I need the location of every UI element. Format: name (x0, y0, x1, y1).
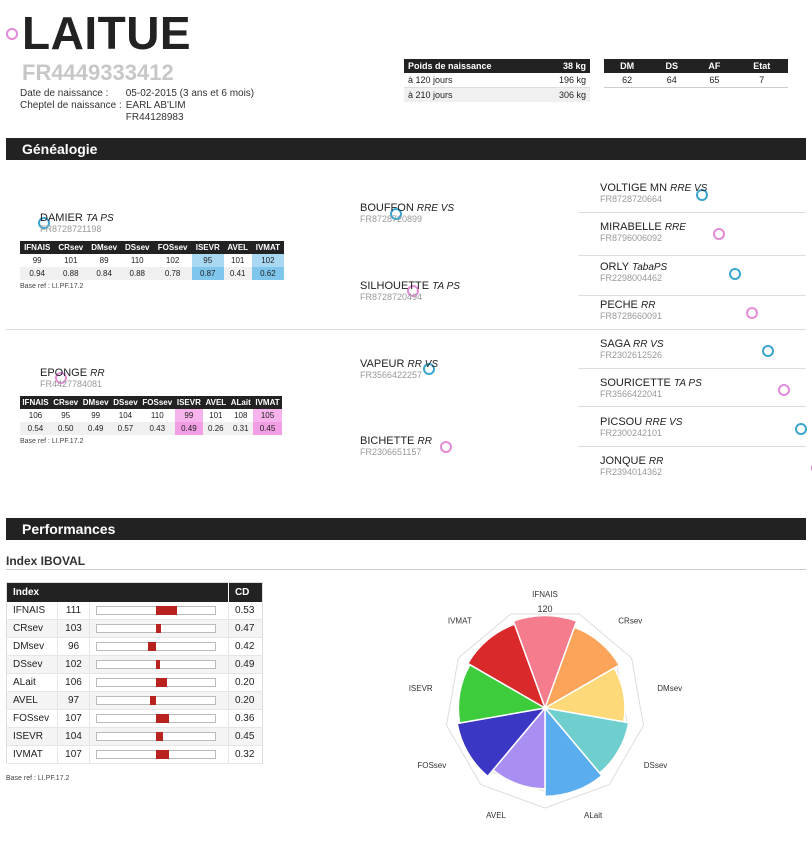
col-header: IFNAIS (20, 241, 54, 254)
grandparent-id: FR2306651157 (360, 447, 422, 457)
score-header-dm: DM (604, 59, 650, 73)
iboval-polar-chart (400, 590, 690, 830)
index-name: CRsev (7, 620, 58, 638)
col-header: ALait (228, 396, 253, 409)
genealogy-header: Généalogie (6, 138, 806, 160)
birth-info (20, 88, 258, 124)
great-grandparent-name: JONQUE (600, 455, 646, 467)
grandparent-tag: TA PS (432, 281, 460, 292)
index-value: 107 (58, 746, 89, 764)
grandparent-id: FR8728720899 (360, 214, 423, 224)
great-grandparent-card[interactable] (600, 338, 664, 360)
cell: 0.62 (252, 267, 284, 280)
cell: 0.84 (87, 267, 121, 280)
divider (578, 446, 806, 447)
scale-max-label: 120 (537, 604, 553, 614)
great-grandparent-card[interactable] (600, 261, 667, 283)
category-label: ALait (583, 811, 603, 821)
weights-header-label: Poids de naissance (404, 59, 539, 73)
grandparent-id: FR8728720494 (360, 292, 423, 302)
table-row (7, 602, 263, 620)
category-label: ISEVR (408, 684, 433, 694)
index-bar-track (96, 642, 216, 651)
cell: 106 (28, 411, 43, 420)
dam-tag: RR (90, 368, 105, 379)
grandparent-name: VAPEUR (360, 358, 405, 370)
cell: 99 (32, 256, 42, 265)
dam-index-table (20, 396, 282, 435)
index-bar-track (96, 696, 216, 705)
index-bar-cell (89, 728, 228, 746)
grandparent-tag: RR (417, 436, 432, 447)
cell: 0.26 (203, 422, 228, 435)
subtitle-divider (6, 569, 806, 570)
animal-id: FR4449333412 (22, 60, 174, 85)
score-af: 65 (709, 75, 720, 85)
index-bar-track (96, 732, 216, 741)
index-name: AVEL (7, 692, 58, 710)
score-header-ds: DS (650, 59, 693, 73)
scores-table (604, 59, 788, 88)
cell: 102 (165, 256, 180, 265)
female-icon (6, 28, 18, 40)
cell: 0.49 (80, 422, 110, 435)
cell: 0.94 (20, 267, 54, 280)
index-bar-track (96, 660, 216, 669)
weights-table (404, 59, 590, 102)
weights-header-value: 38 kg (539, 59, 590, 73)
great-grandparent-card[interactable] (600, 416, 682, 438)
index-bar (156, 606, 178, 615)
cell: 95 (61, 411, 71, 420)
genealogy-divider (6, 329, 806, 330)
female-icon (746, 307, 758, 319)
birth-label: Date de naissance : (20, 88, 109, 99)
cd-value: 0.45 (228, 728, 262, 746)
col-header: IVMAT (252, 241, 284, 254)
col-header: CRsev (51, 396, 81, 409)
cheptel-id: FR44128983 (125, 112, 184, 123)
cd-value: 0.20 (228, 674, 262, 692)
great-grandparent-name: VOLTIGE MN (600, 182, 668, 194)
great-grandparent-card[interactable] (600, 299, 662, 321)
table-row (7, 638, 263, 656)
cd-value: 0.20 (228, 692, 262, 710)
grandparent-name: BICHETTE (360, 435, 415, 447)
col-header: DSsev (121, 241, 153, 254)
index-bar-cell (89, 602, 228, 620)
performances-header: Performances (6, 518, 806, 540)
index-bar (156, 750, 170, 759)
female-icon (440, 441, 452, 453)
great-grandparent-name: ORLY (600, 261, 629, 273)
cell: 0.41 (224, 267, 252, 280)
table-row (7, 656, 263, 674)
index-bar-cell (89, 692, 228, 710)
cell: 0.78 (153, 267, 191, 280)
index-bar-track (96, 624, 216, 633)
cell: 0.54 (20, 422, 51, 435)
col-cd-header: CD (228, 583, 262, 603)
iboval-subtitle: Index IBOVAL (6, 554, 86, 568)
cell: 0.88 (121, 267, 153, 280)
index-name: ISEVR (7, 728, 58, 746)
index-name: IVMAT (7, 746, 58, 764)
table-row (7, 728, 263, 746)
cell: 0.57 (111, 422, 140, 435)
col-index-header: Index (7, 583, 229, 603)
great-grandparent-tag: RRE VS (670, 183, 708, 194)
iboval-table (6, 582, 263, 764)
cell: 0.43 (140, 422, 175, 435)
male-icon (795, 423, 807, 435)
sire-card[interactable] (40, 212, 114, 234)
index-bar (148, 642, 156, 651)
index-value: 103 (58, 620, 89, 638)
cell: 99 (91, 411, 101, 420)
index-value: 96 (58, 638, 89, 656)
female-icon (778, 384, 790, 396)
great-grandparent-name: MIRABELLE (600, 221, 662, 233)
cell: 99 (175, 409, 204, 422)
cell: 108 (234, 411, 248, 420)
divider (578, 212, 806, 213)
cell: 0.45 (253, 422, 282, 435)
grandparent-card[interactable] (360, 435, 432, 457)
great-grandparent-tag: TA PS (673, 378, 702, 389)
dam-card[interactable] (40, 367, 105, 389)
great-grandparent-card[interactable] (600, 377, 702, 399)
great-grandparent-card[interactable] (600, 182, 707, 204)
cd-value: 0.42 (228, 638, 262, 656)
index-bar (150, 696, 156, 705)
cell: 0.88 (54, 267, 87, 280)
great-grandparent-id: FR2302612526 (600, 350, 663, 360)
col-header: IVMAT (253, 396, 282, 409)
divider (578, 255, 806, 256)
index-value: 104 (58, 728, 89, 746)
index-bar-track (96, 606, 216, 615)
great-grandparent-tag: RR VS (633, 339, 664, 350)
sire-tag: TA PS (85, 213, 114, 224)
cell: 95 (192, 254, 224, 267)
cd-value: 0.47 (228, 620, 262, 638)
col-header: DSsev (111, 396, 140, 409)
index-name: DMsev (7, 638, 58, 656)
index-value: 102 (58, 656, 89, 674)
col-header: AVEL (203, 396, 228, 409)
index-bar (156, 678, 168, 687)
cell: 110 (150, 411, 164, 420)
index-name: ALait (7, 674, 58, 692)
great-grandparent-id: FR8728660091 (600, 311, 663, 321)
index-bar (156, 732, 164, 741)
great-grandparent-tag: RRE VS (645, 417, 683, 428)
cell: 0.31 (228, 422, 253, 435)
great-grandparent-card[interactable] (600, 221, 686, 243)
great-grandparent-card[interactable] (600, 455, 663, 477)
index-bar (156, 660, 160, 669)
weight-210-label: à 210 jours (408, 90, 453, 100)
col-header: ISEVR (192, 241, 224, 254)
col-header: ISEVR (175, 396, 204, 409)
grandparent-card[interactable] (360, 358, 438, 380)
cell: 89 (99, 256, 109, 265)
index-value: 111 (58, 602, 89, 620)
index-bar-cell (89, 638, 228, 656)
category-label: IFNAIS (532, 590, 558, 599)
score-dm: 62 (622, 75, 633, 85)
dam-baseref: Base ref : LI.PF.17.2 (20, 438, 84, 445)
cell: 0.87 (192, 267, 224, 280)
sire-id: FR8728721198 (40, 224, 102, 234)
index-bar-track (96, 678, 216, 687)
grandparent-card[interactable] (360, 280, 460, 302)
table-row (7, 746, 263, 764)
weight-210-value: 306 kg (558, 90, 586, 100)
great-grandparent-id: FR2300242101 (600, 428, 663, 438)
category-label: CRsev (618, 616, 643, 626)
index-bar (156, 624, 162, 633)
grandparent-id: FR3566422257 (360, 370, 423, 380)
index-bar-track (96, 750, 216, 759)
dam-name: EPONGE (40, 367, 88, 379)
great-grandparent-id: FR8796006092 (600, 233, 663, 243)
cell: 102 (252, 254, 284, 267)
index-bar-cell (89, 620, 228, 638)
weight-120-label: à 120 jours (408, 75, 453, 85)
great-grandparent-tag: RR (648, 456, 664, 467)
category-label: DSsev (643, 761, 668, 770)
cell: 101 (231, 256, 245, 265)
score-header-etat: Etat (735, 59, 788, 73)
great-grandparent-name: SOURICETTE (600, 377, 671, 389)
grandparent-name: SILHOUETTE (360, 280, 430, 292)
index-value: 107 (58, 710, 89, 728)
col-header: CRsev (54, 241, 87, 254)
great-grandparent-name: SAGA (600, 338, 630, 350)
category-label: IVMAT (447, 616, 472, 626)
score-etat: 7 (759, 75, 765, 85)
perf-baseref: Base ref : LI.PF.17.2 (6, 775, 70, 782)
index-value: 97 (58, 692, 89, 710)
table-row (7, 620, 263, 638)
animal-name: LAITUE (22, 7, 192, 59)
great-grandparent-tag: RR (640, 300, 656, 311)
divider (578, 368, 806, 369)
great-grandparent-id: FR2298004462 (600, 273, 663, 283)
cell: 105 (253, 409, 282, 422)
col-header: AVEL (224, 241, 252, 254)
divider (578, 406, 806, 407)
great-grandparent-name: PECHE (600, 299, 638, 311)
score-ds: 64 (666, 75, 677, 85)
cd-value: 0.53 (228, 602, 262, 620)
score-header-af: AF (693, 59, 735, 73)
col-header: FOSsev (153, 241, 191, 254)
weight-120-value: 196 kg (558, 75, 586, 85)
index-name: FOSsev (7, 710, 58, 728)
table-row (7, 710, 263, 728)
cheptel-value: EARL AB'LIM (125, 100, 186, 111)
table-row (7, 674, 263, 692)
sire-name: DAMIER (40, 212, 83, 224)
index-value: 106 (58, 674, 89, 692)
index-bar-cell (89, 656, 228, 674)
table-row (7, 692, 263, 710)
index-bar (156, 714, 170, 723)
male-icon (729, 268, 741, 280)
cd-value: 0.32 (228, 746, 262, 764)
index-bar-track (96, 714, 216, 723)
category-label: FOSsev (417, 761, 447, 770)
index-bar-cell (89, 674, 228, 692)
grandparent-tag: RRE VS (416, 203, 455, 214)
cell: 0.49 (175, 422, 204, 435)
index-name: DSsev (7, 656, 58, 674)
cd-value: 0.36 (228, 710, 262, 728)
index-bar-cell (89, 746, 228, 764)
great-grandparent-name: PICSOU (600, 416, 643, 428)
grandparent-card[interactable] (360, 202, 454, 224)
male-icon (762, 345, 774, 357)
great-grandparent-tag: TabaPS (632, 262, 668, 273)
grandparent-name: BOUFFON (360, 202, 414, 214)
dam-id: FR4427784081 (40, 379, 103, 389)
grandparent-tag: RR VS (407, 359, 439, 370)
col-header: DMsev (87, 241, 121, 254)
great-grandparent-id: FR2394014362 (600, 467, 663, 477)
sire-baseref: Base ref : LI.PF.17.2 (20, 283, 84, 290)
cheptel-label: Cheptel de naissance : (20, 100, 122, 111)
great-grandparent-id: FR8728720664 (600, 194, 663, 204)
great-grandparent-tag: RRE (664, 222, 686, 233)
female-icon (713, 228, 725, 240)
category-label: AVEL (486, 811, 507, 821)
sire-index-table (20, 241, 284, 280)
category-label: DMsev (657, 684, 683, 694)
cell: 104 (118, 411, 133, 420)
index-bar-cell (89, 710, 228, 728)
great-grandparent-id: FR3566422041 (600, 389, 663, 399)
cell: 0.50 (51, 422, 81, 435)
col-header: DMsev (80, 396, 110, 409)
cell: 110 (130, 256, 144, 265)
cell: 101 (209, 411, 223, 420)
col-header: IFNAIS (20, 396, 51, 409)
cell: 101 (64, 256, 78, 265)
birth-value: 05-02-2015 (3 ans et 6 mois) (125, 88, 255, 99)
divider (578, 295, 806, 296)
cd-value: 0.49 (228, 656, 262, 674)
col-header: FOSsev (140, 396, 175, 409)
index-name: IFNAIS (7, 602, 58, 620)
